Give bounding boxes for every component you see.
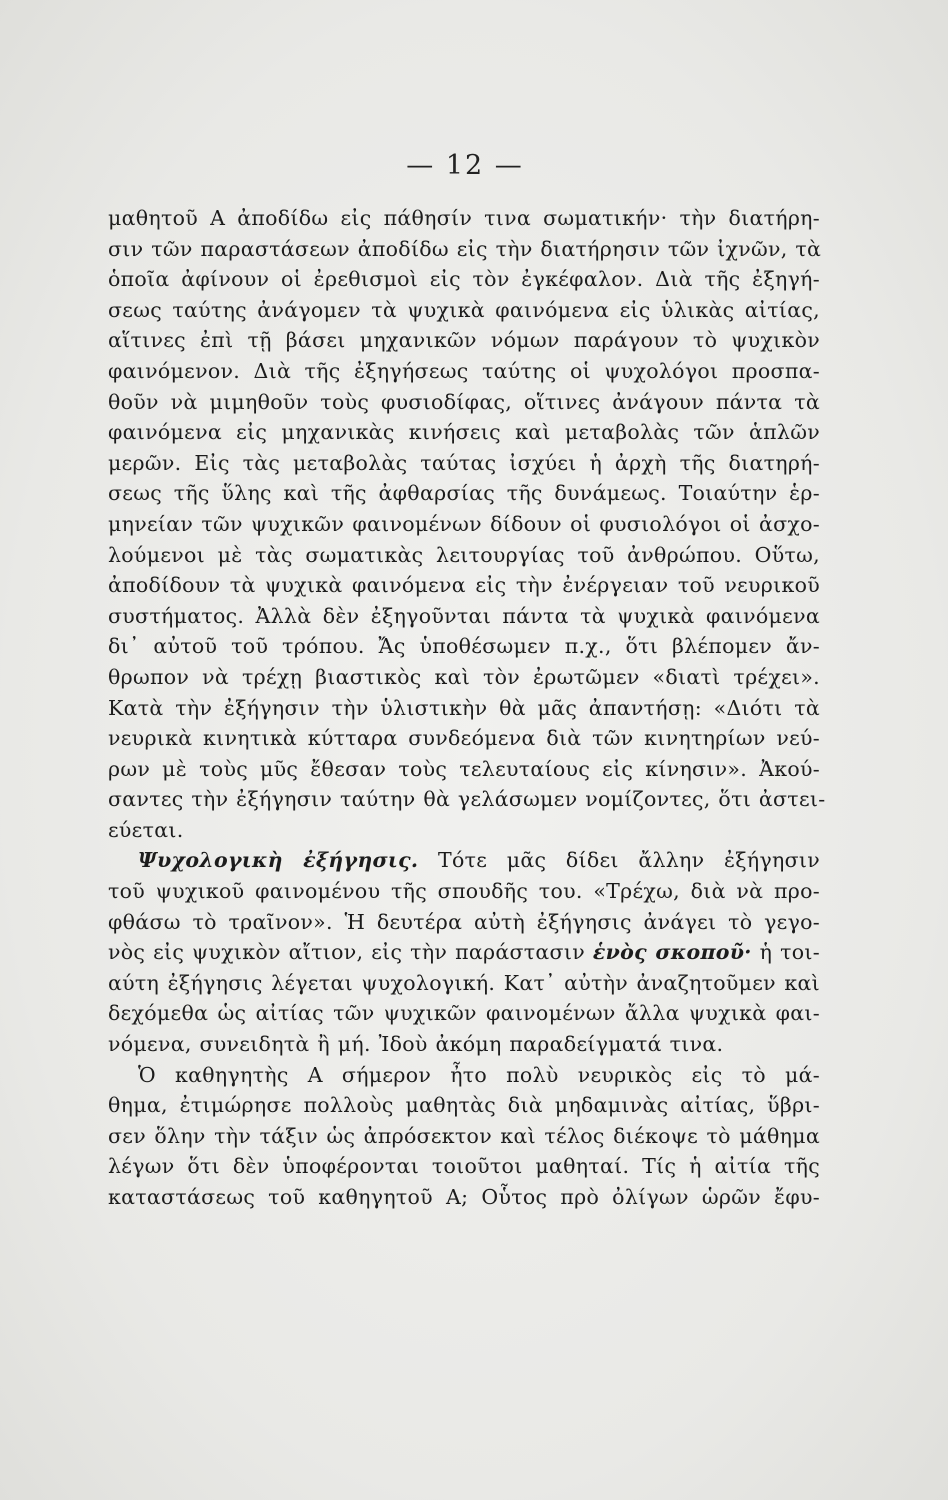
body-text <box>108 203 826 1213</box>
text-line: λούμενοι μὲ τὰς σωματικὰς λειτουργίας τοῦ ἀνθρώπου. Οὕτω, <box>108 542 820 567</box>
text-line: μαθητοῦ Α ἀποδίδω εἰς πάθησίν τινα σωματικήν· τὴν διατήρη- <box>108 206 820 230</box>
text-line: Ὁ καθηγητὴς Α σήμερον ἦτο πολὺ νευρικὸς εἰς τὸ μά- <box>138 1062 820 1087</box>
text-line: καταστάσεως τοῦ καθηγητοῦ Α; Οὗτος πρὸ ὀλίγων ὡρῶν ἔφυ- <box>108 1185 820 1209</box>
text-line: σαντες τὴν ἐξήγησιν ταύτην θὰ γελάσωμεν νομίζοντες, ὅτι ἀστει- <box>108 787 826 812</box>
text-line: τοῦ ψυχικοῦ φαινομένου τῆς σπουδῆς του. «Τρέχω, διὰ νὰ προ- <box>108 879 820 904</box>
text-line: δεχόμεθα ὡς αἰτίας τῶν ψυχικῶν φαινομένων ἄλλα ψυχικὰ φαι- <box>108 1001 820 1026</box>
text-span: ἡ τοι- <box>759 940 820 965</box>
text-line: σεως τῆς ὕλης καὶ τῆς ἀφθαρσίας τῆς δυνάμεως. Τοιαύτην ἑρ- <box>108 481 820 506</box>
text-line: μερῶν. Εἰς τὰς μεταβολὰς ταύτας ἰσχύει ἡ ἀρχὴ τῆς διατηρή- <box>108 450 820 475</box>
heading-line-rest: Τότε μᾶς δίδει ἄλλην ἐξήγησιν <box>437 848 820 873</box>
text-line: εύεται. <box>108 817 184 842</box>
text-line: ἀποδίδουν τὰ ψυχικὰ φαινόμενα εἰς τὴν ἐνέργειαν τοῦ νευρικοῦ <box>108 573 820 598</box>
text-line: σεως ταύτης ἀνάγομεν τὰ ψυχικὰ φαινόμενα εἰς ὑλικὰς αἰτίας, <box>108 297 820 322</box>
text-line: Κατὰ τὴν ἐξήγησιν τὴν ὑλιστικὴν θὰ μᾶς ἀπαντήσῃ: «Διότι τὰ <box>108 695 820 720</box>
page-number: — 12 — <box>406 150 524 181</box>
text-line: λέγων ὅτι δὲν ὑποφέρονται τοιοῦτοι μαθηταί. Τίς ἡ αἰτία τῆς <box>108 1154 820 1179</box>
text-line-with-emphasis <box>108 937 820 968</box>
text-line: συστήματος. Ἀλλὰ δὲν ἐξηγοῦνται πάντα τὰ ψυχικὰ φαινόμενα <box>108 603 820 628</box>
text-line: ὁποῖα ἀφίνουν οἱ ἐρεθισμοὶ εἰς τὸν ἐγκέφαλον. Διὰ τῆς ἐξηγή- <box>108 267 820 292</box>
text-line: φαινόμενον. Διὰ τῆς ἐξηγήσεως ταύτης οἱ ψυχολόγοι προσπα- <box>108 358 820 383</box>
text-line: θοῦν νὰ μιμηθοῦν τοὺς φυσιοδίφας, οἵτινες ἀνάγουν πάντα τὰ <box>108 389 820 414</box>
text-line: θρωπον νὰ τρέχῃ βιαστικὸς καὶ τὸν ἐρωτῶμεν «διατὶ τρέχει». <box>108 664 820 689</box>
text-span: νὸς εἰς ψυχικὸν αἴτιον, εἰς τὴν παράστασιν <box>108 940 585 965</box>
text-line: αύτη ἐξήγησις λέγεται ψυχολογική. Κατ᾽ αὐτὴν ἀναζητοῦμεν καὶ <box>108 970 820 995</box>
text-line: αἵτινες ἐπὶ τῇ βάσει μηχανικῶν νόμων παράγουν τὸ ψυχικὸν <box>108 328 820 353</box>
text-line: θημα, ἐτιμώρησε πολλοὺς μαθητὰς διὰ μηδαμινὰς αἰτίας, ὕβρι- <box>108 1093 820 1118</box>
text-line: σεν ὅλην τὴν τάξιν ὡς ἀπρόσεκτον καὶ τέλος διέκοψε τὸ μάθημα <box>108 1123 820 1148</box>
emphasis-span: ἑνὸς σκοποῦ· <box>592 940 752 965</box>
text-line: νόμενα, συνειδητὰ ἢ μή. Ἰδοὺ ἀκόμη παραδείγματά τινα. <box>108 1032 724 1057</box>
text-line: σιν τῶν παραστάσεων ἀποδίδω εἰς τὴν διατήρησιν τῶν ἰχνῶν, τὰ <box>108 236 822 261</box>
text-line: φαινόμενα εἰς μηχανικὰς κινήσεις καὶ μεταβολὰς τῶν ἁπλῶν <box>108 420 820 445</box>
text-line: ρων μὲ τοὺς μῦς ἔθεσαν τοὺς τελευταίους εἰς κίνησιν». Ἀκού- <box>108 756 820 781</box>
text-line: μηνείαν τῶν ψυχικῶν φαινομένων δίδουν οἱ φυσιολόγοι οἱ ἀσχο- <box>108 511 820 536</box>
text-line: δι᾽ αὐτοῦ τοῦ τρόπου. Ἄς ὑποθέσωμεν π.χ., ὅτι βλέπομεν ἄν- <box>108 634 820 659</box>
text-line: φθάσω τὸ τραῖνον». Ἡ δευτέρα αὐτὴ ἐξήγησις ἀνάγει τὸ γεγο- <box>108 909 820 934</box>
section-heading: Ψυχολογικὴ ἐξήγησις. <box>138 848 419 873</box>
section-heading-line <box>108 845 820 876</box>
text-line: νευρικὰ κινητικὰ κύτταρα συνδεόμενα διὰ τῶν κινητηρίων νεύ- <box>108 726 820 751</box>
